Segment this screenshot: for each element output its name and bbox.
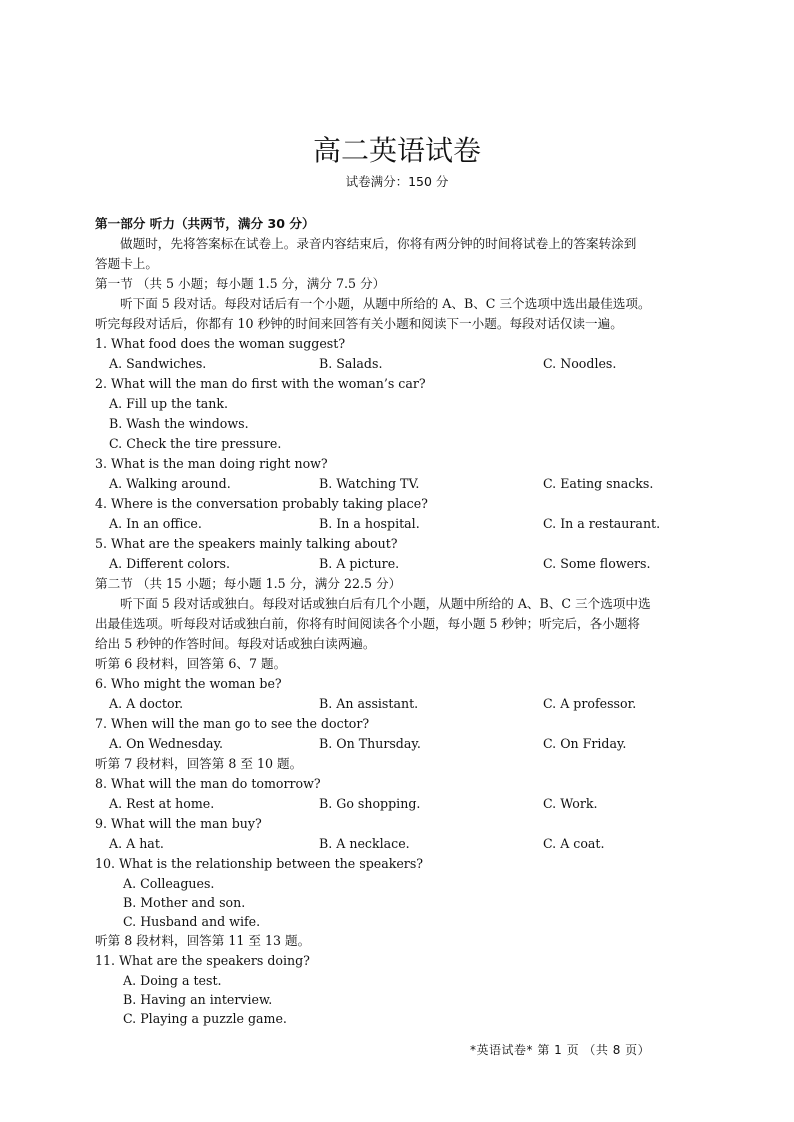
option-b: B. Mother and son. bbox=[123, 895, 246, 910]
option-b: B. Having an interview. bbox=[123, 992, 273, 1007]
question-stem: 2. What will the man do first with the woman’s car? bbox=[95, 376, 426, 391]
option-b: B. Salads. bbox=[319, 356, 383, 371]
option-c: C. A professor. bbox=[543, 696, 637, 711]
option-row bbox=[95, 734, 710, 754]
option-a: A. Doing a test. bbox=[123, 973, 222, 988]
section1-instructions-line2: 听完每段对话后，你都有 10 秒钟的时间来回答有关小题和阅读下一小题。每段对话仅读一遍。 bbox=[95, 316, 623, 331]
option-row bbox=[95, 354, 710, 374]
question-stem: 6. Who might the woman be? bbox=[95, 676, 282, 691]
question-stem: 8. What will the man do tomorrow? bbox=[95, 776, 321, 791]
option-c: C. Some flowers. bbox=[543, 556, 651, 571]
question-stem: 10. What is the relationship between the speakers? bbox=[95, 856, 424, 871]
page-title: 高二英语试卷 bbox=[312, 134, 481, 167]
option-a: A. Colleagues. bbox=[123, 876, 215, 891]
option-row bbox=[95, 794, 710, 814]
section2-instructions-line2: 出最佳选项。听每段对话或独白前，你将有时间阅读各个小题，每小题 5 秒钟；听完后，各小题将 bbox=[95, 616, 640, 631]
question-stem: 11. What are the speakers doing? bbox=[95, 953, 310, 968]
option-c: C. Work. bbox=[543, 796, 598, 811]
section2-instructions-line3: 给出 5 秒钟的作答时间。每段对话或独白读两遍。 bbox=[95, 636, 376, 651]
part1-heading: 第一部分 听力（共两节，满分 30 分） bbox=[95, 216, 315, 231]
option-c: C. Husband and wife. bbox=[123, 914, 261, 929]
option-a: A. Walking around. bbox=[109, 476, 231, 491]
question-stem: 7. When will the man go to see the doctor? bbox=[95, 716, 370, 731]
section2-heading: 第二节 （共 15 小题；每小题 1.5 分，满分 22.5 分） bbox=[95, 576, 402, 591]
material-note: 听第 6 段材料，回答第 6、7 题。 bbox=[95, 656, 287, 671]
section1-heading: 第一节 （共 5 小题；每小题 1.5 分，满分 7.5 分） bbox=[95, 276, 386, 291]
option-c: C. Check the tire pressure. bbox=[109, 436, 282, 451]
page-footer: *英语试卷* 第 1 页 （共 8 页） bbox=[470, 1043, 651, 1057]
option-b: B. On Thursday. bbox=[319, 736, 421, 751]
option-a: A. Sandwiches. bbox=[109, 356, 207, 371]
option-c: C. In a restaurant. bbox=[543, 516, 661, 531]
option-a: A. Fill up the tank. bbox=[109, 396, 229, 411]
option-b: B. In a hospital. bbox=[319, 516, 420, 531]
question-stem: 5. What are the speakers mainly talking about? bbox=[95, 536, 398, 551]
question-stem: 1. What food does the woman suggest? bbox=[95, 336, 346, 351]
option-b: B. Wash the windows. bbox=[109, 416, 249, 431]
option-b: B. A picture. bbox=[319, 556, 400, 571]
part1-instructions-line2: 答题卡上。 bbox=[95, 256, 158, 271]
option-a: A. On Wednesday. bbox=[109, 736, 224, 751]
option-row bbox=[95, 834, 710, 854]
option-c: C. Eating snacks. bbox=[543, 476, 654, 491]
option-b: B. An assistant. bbox=[319, 696, 419, 711]
option-b: B. A necklace. bbox=[319, 836, 410, 851]
option-c: C. On Friday. bbox=[543, 736, 627, 751]
option-row bbox=[95, 474, 710, 494]
section1-instructions-line1: 听下面 5 段对话。每段对话后有一个小题，从题中所给的 A、B、C 三个选项中选出最佳选项。 bbox=[120, 296, 651, 311]
option-b: B. Go shopping. bbox=[319, 796, 421, 811]
material-note: 听第 7 段材料，回答第 8 至 10 题。 bbox=[95, 756, 303, 771]
page-subtitle: 试卷满分：150 分 bbox=[345, 174, 449, 189]
option-a: A. A doctor. bbox=[109, 696, 184, 711]
option-a: A. Different colors. bbox=[109, 556, 231, 571]
question-stem: 3. What is the man doing right now? bbox=[95, 456, 328, 471]
question-stem: 4. Where is the conversation probably taking place? bbox=[95, 496, 428, 511]
option-a: A. Rest at home. bbox=[109, 796, 215, 811]
option-a: A. A hat. bbox=[109, 836, 164, 851]
option-a: A. In an office. bbox=[109, 516, 202, 531]
option-row bbox=[95, 514, 710, 534]
option-c: C. A coat. bbox=[543, 836, 605, 851]
question-stem: 9. What will the man buy? bbox=[95, 816, 262, 831]
option-b: B. Watching TV. bbox=[319, 476, 420, 491]
exam-body bbox=[95, 214, 710, 1028]
option-c: C. Playing a puzzle game. bbox=[123, 1011, 287, 1026]
option-row bbox=[95, 694, 710, 714]
material-note: 听第 8 段材料，回答第 11 至 13 题。 bbox=[95, 933, 311, 948]
section2-instructions-line1: 听下面 5 段对话或独白。每段对话或独白后有几个小题，从题中所给的 A、B、C 三个选项中选 bbox=[120, 596, 651, 611]
option-c: C. Noodles. bbox=[543, 356, 617, 371]
option-row bbox=[95, 554, 710, 574]
part1-instructions-line1: 做题时，先将答案标在试卷上。录音内容结束后，你将有两分钟的时间将试卷上的答案转涂到 bbox=[120, 236, 637, 251]
